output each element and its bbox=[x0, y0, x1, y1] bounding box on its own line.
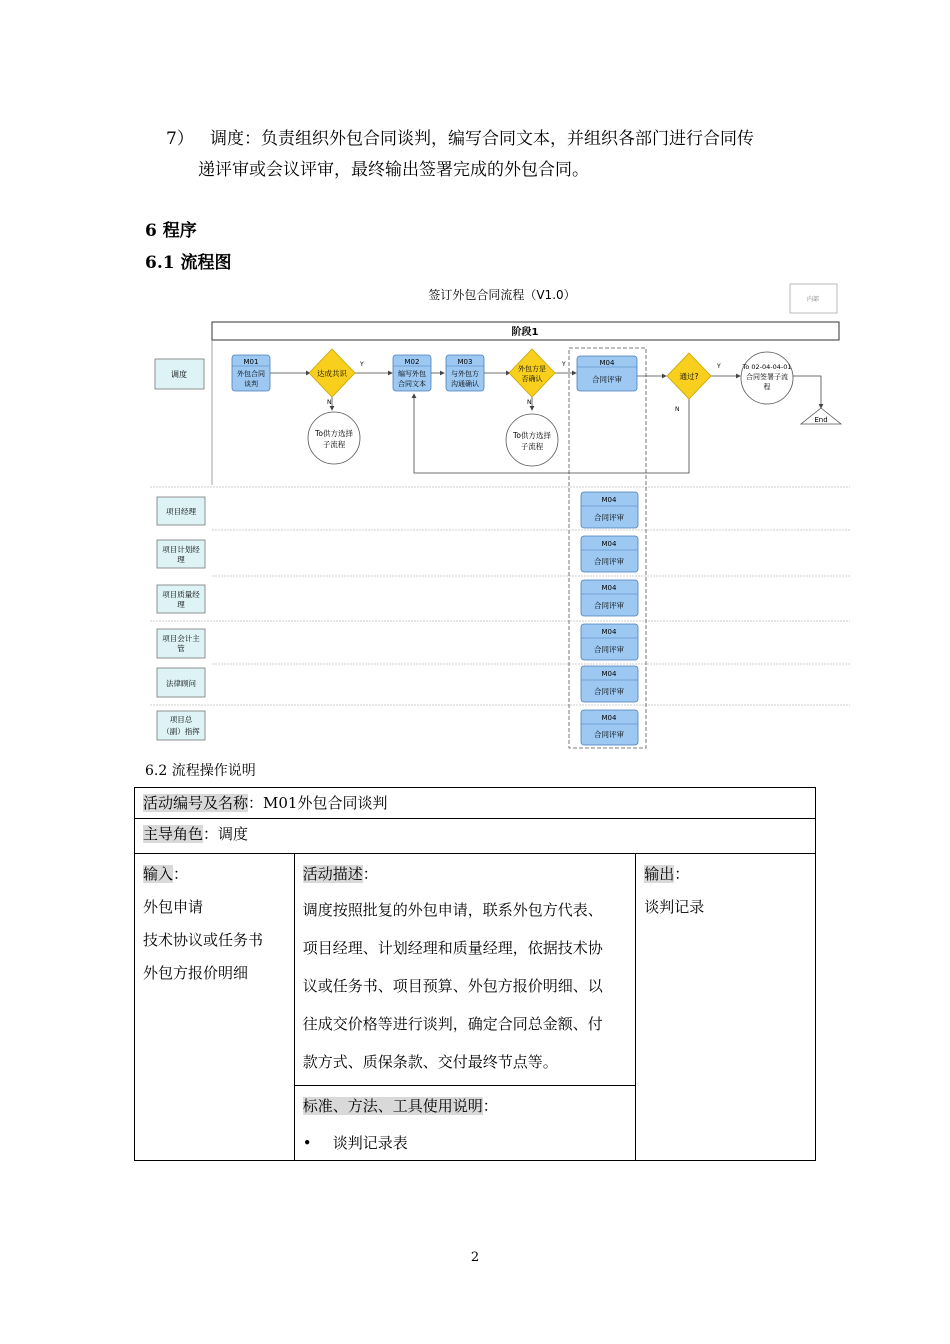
description-cell: 活动描述： 调度按照批复的外包申请，联系外包方代表、 项目经理、计划经理和质量经理，依据技术协 议或任务书、项目预算、外包方报价明细、以 往成交价格等进行谈判，确定合同总金额、付 款方式、质保条款、交付最终节点等。 bbox=[294, 854, 635, 1086]
subprocess-supplier-1 bbox=[308, 412, 360, 464]
svg-text:合同评审: 合同评审 bbox=[594, 687, 624, 696]
process-code: M01 bbox=[243, 358, 259, 366]
role-box-0 bbox=[155, 359, 204, 389]
activity-label: 活动编号及名称 bbox=[143, 794, 249, 812]
description-line: 调度按照批复的外包申请，联系外包方代表、 bbox=[302, 901, 603, 919]
role-box-4 bbox=[157, 629, 205, 658]
no-label: N bbox=[327, 399, 332, 406]
decision-label: 达成共识 bbox=[317, 369, 347, 378]
svg-text:M04: M04 bbox=[601, 628, 617, 636]
svg-text:M04: M04 bbox=[601, 670, 617, 678]
process-label: 合同评审 bbox=[592, 375, 622, 384]
tools-cell: 标准、方法、工具使用说明： • 谈判记录表 bbox=[294, 1086, 635, 1161]
svg-text:项目会计主: 项目会计主 bbox=[162, 634, 200, 643]
svg-text:项目计划经: 项目计划经 bbox=[162, 545, 200, 554]
svg-text:N: N bbox=[675, 406, 680, 413]
svg-text:合同评审: 合同评审 bbox=[594, 513, 624, 522]
process-m04-lane-6 bbox=[581, 710, 638, 745]
svg-text:否确认: 否确认 bbox=[521, 375, 543, 383]
svg-text:（副）指挥: （副）指挥 bbox=[162, 727, 200, 736]
svg-text:N: N bbox=[527, 399, 532, 406]
svg-text:编写外包: 编写外包 bbox=[398, 370, 426, 378]
role-label: 主导角色 bbox=[143, 825, 204, 843]
output-label: 输出 bbox=[644, 865, 675, 883]
process-code: M02 bbox=[404, 358, 420, 366]
role-label: 法律顾问 bbox=[166, 679, 196, 688]
role-box-6 bbox=[157, 711, 205, 740]
svg-text:合同评审: 合同评审 bbox=[594, 645, 624, 654]
process-m04-lane-2 bbox=[581, 536, 638, 572]
svg-text:理: 理 bbox=[177, 555, 185, 564]
svg-text:与外包方: 与外包方 bbox=[451, 370, 479, 378]
svg-text:外包合同: 外包合同 bbox=[237, 370, 265, 378]
item-text-line1: 调度：负责组织外包合同谈判，编写合同文本，并组织各部门进行合同传 bbox=[210, 129, 754, 149]
activity-table bbox=[134, 787, 816, 1161]
description-line: 往成交价格等进行谈判，确定合同总金额、付 bbox=[302, 1015, 603, 1033]
role-box-2 bbox=[157, 540, 205, 568]
bullet: • bbox=[302, 1134, 312, 1152]
svg-text:M04: M04 bbox=[601, 496, 617, 504]
yes-label: Y bbox=[360, 361, 364, 368]
activity-value: ：M01外包合同谈判 bbox=[248, 794, 388, 812]
section-heading-program: 6 程序 bbox=[145, 221, 197, 241]
role-value: ：调度 bbox=[203, 825, 249, 843]
phase-label: 阶段1 bbox=[511, 327, 539, 338]
svg-text:M04: M04 bbox=[601, 584, 617, 592]
process-code: M04 bbox=[599, 359, 615, 367]
decision-supplier-confirm bbox=[509, 349, 555, 397]
item-text-line2: 递评审或会议评审，最终输出签署完成的外包合同。 bbox=[198, 160, 589, 180]
tools-item: 谈判记录表 bbox=[332, 1134, 408, 1152]
input-cell: 输入： 外包申请 技术协议或任务书 外包方报价明细 bbox=[135, 854, 295, 1161]
process-m03 bbox=[446, 355, 484, 391]
svg-text:管: 管 bbox=[177, 644, 185, 653]
svg-text:外包方是: 外包方是 bbox=[518, 365, 546, 373]
svg-text:To供方选择: To供方选择 bbox=[315, 429, 353, 438]
svg-text:Y: Y bbox=[717, 363, 721, 370]
role-box-5 bbox=[157, 668, 205, 697]
role-box-1 bbox=[157, 497, 205, 525]
output-item: 谈判记录 bbox=[644, 898, 705, 916]
lane-separators bbox=[150, 487, 850, 705]
svg-text:合同签署子流: 合同签署子流 bbox=[746, 373, 788, 381]
svg-text:Y: Y bbox=[562, 361, 566, 368]
svg-text:合同评审: 合同评审 bbox=[594, 601, 624, 610]
description-line: 款方式、质保条款、交付最终节点等。 bbox=[302, 1053, 558, 1071]
input-item: 外包方报价明细 bbox=[143, 964, 249, 982]
svg-text:谈判: 谈判 bbox=[244, 380, 258, 388]
description-line: 议或任务书、项目预算、外包方报价明细、以 bbox=[302, 977, 603, 995]
page-number: 2 bbox=[470, 1250, 480, 1265]
svg-text:合同评审: 合同评审 bbox=[594, 730, 624, 739]
process-code: M03 bbox=[457, 358, 473, 366]
role-row bbox=[135, 819, 816, 854]
tools-label: 标准、方法、工具使用说明 bbox=[302, 1097, 483, 1115]
end-label: End bbox=[814, 416, 828, 424]
end-terminator bbox=[801, 408, 841, 424]
svg-text:合同评审: 合同评审 bbox=[594, 557, 624, 566]
activity-row bbox=[135, 788, 816, 819]
svg-text:理: 理 bbox=[177, 600, 185, 609]
process-m04-lane-1 bbox=[581, 492, 638, 528]
process-m02 bbox=[393, 355, 431, 391]
responsibility-item-7 bbox=[166, 124, 826, 186]
stamp-text: 内部 bbox=[806, 296, 820, 303]
decision-consensus bbox=[309, 349, 355, 397]
input-label: 输入 bbox=[143, 865, 174, 883]
svg-text:To 02-04-04-01: To 02-04-04-01 bbox=[742, 363, 792, 371]
section-heading-flowchart: 6.1 流程图 bbox=[145, 253, 232, 273]
process-m04-lane-3 bbox=[581, 580, 638, 616]
process-m04-lane-5 bbox=[581, 666, 638, 702]
decision-passed bbox=[667, 353, 711, 399]
svg-text:项目质量经: 项目质量经 bbox=[162, 590, 200, 599]
flowchart bbox=[150, 280, 855, 752]
process-m01 bbox=[232, 355, 270, 391]
flowchart-title: 签订外包合同流程（V1.0） bbox=[428, 288, 576, 302]
svg-text:合同文本: 合同文本 bbox=[398, 380, 426, 388]
subprocess-supplier-2 bbox=[506, 414, 558, 466]
svg-text:项目总: 项目总 bbox=[169, 715, 193, 724]
svg-text:M04: M04 bbox=[601, 540, 617, 548]
svg-text:子流程: 子流程 bbox=[520, 442, 544, 451]
input-item: 技术协议或任务书 bbox=[143, 931, 264, 949]
description-line: 项目经理、计划经理和质量经理，依据技术协 bbox=[302, 939, 603, 957]
output-cell: 输出： 谈判记录 bbox=[636, 854, 816, 1161]
role-label: 调度 bbox=[171, 370, 187, 379]
svg-text:M04: M04 bbox=[601, 714, 617, 722]
description-label: 活动描述 bbox=[302, 865, 363, 883]
process-m04-lane-4 bbox=[581, 624, 638, 660]
svg-text:子流程: 子流程 bbox=[322, 440, 346, 449]
detail-row bbox=[135, 854, 816, 1086]
svg-text:To供方选择: To供方选择 bbox=[513, 431, 551, 440]
svg-text:程: 程 bbox=[763, 383, 771, 391]
section-heading-operations: 6.2 流程操作说明 bbox=[145, 763, 256, 779]
process-m04-main bbox=[577, 356, 637, 391]
item-number: 7） bbox=[166, 129, 194, 149]
svg-text:沟通确认: 沟通确认 bbox=[451, 380, 479, 388]
input-item: 外包申请 bbox=[143, 898, 204, 916]
subprocess-contract-sign bbox=[741, 352, 793, 404]
role-label: 项目经理 bbox=[166, 507, 196, 516]
role-box-3 bbox=[157, 585, 205, 613]
decision-label: 通过? bbox=[679, 372, 699, 381]
